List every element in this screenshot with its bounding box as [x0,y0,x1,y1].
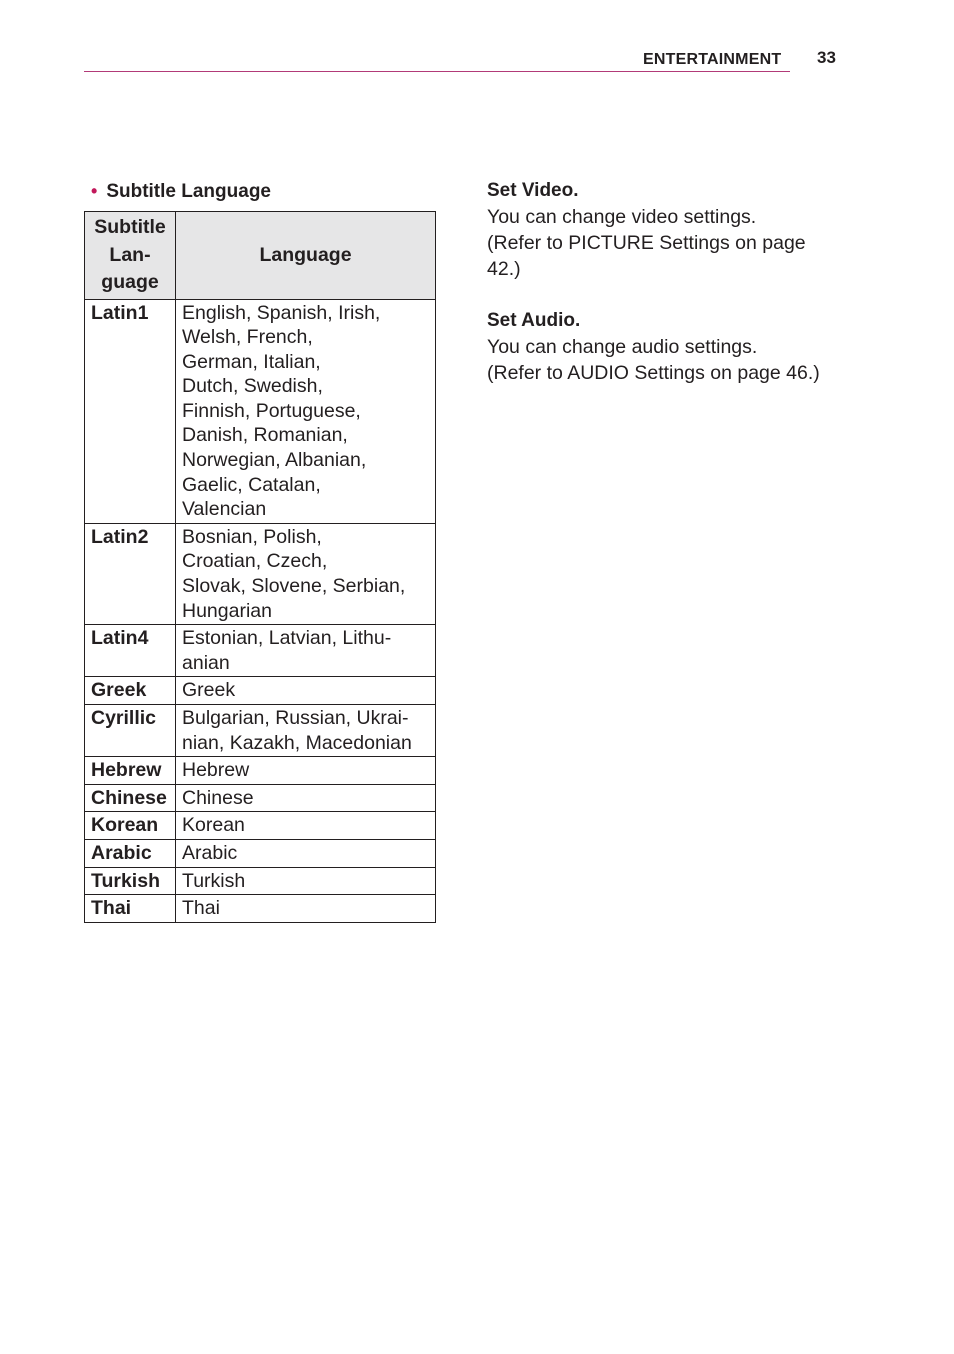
subtitle-language-name: Chinese [85,784,176,812]
table-row [85,757,436,785]
language-list: Greek [176,677,436,705]
table-row [85,705,436,757]
table-row [85,839,436,867]
subtitle-language-name: Turkish [85,867,176,895]
subtitle-language-heading-text: Subtitle Language [106,181,271,202]
bullet-icon: • [91,181,98,201]
subtitle-language-name: Korean [85,812,176,840]
set-video-line: 42.) [487,258,521,280]
table-row [85,812,436,840]
header-divider [84,71,790,72]
set-video-title: Set Video. [487,180,579,201]
set-video-block [487,180,857,282]
subtitle-language-heading [91,180,271,203]
subtitle-language-name: Arabic [85,839,176,867]
table-row [85,784,436,812]
set-audio-line: You can change audio settings. [487,336,758,358]
set-video-line: You can change video settings. [487,206,757,228]
table-body [85,299,436,922]
language-list: Arabic [176,839,436,867]
subtitle-language-name: Latin1 [85,299,176,523]
table-row [85,867,436,895]
page-number: 33 [817,48,836,67]
subtitle-language-table [84,211,436,923]
subtitle-language-name: Hebrew [85,757,176,785]
set-audio-line: (Refer to AUDIO Settings on page 46.) [487,362,820,384]
right-column [487,180,857,414]
table-row [85,677,436,705]
table-row [85,625,436,677]
language-list: Bulgarian, Russian, Ukrai- nian, Kazakh, Macedonian [176,705,436,757]
column-header-subtitle-language: Subtitle Lan- guage [85,212,176,300]
set-video-line: (Refer to PICTURE Settings on page [487,232,806,254]
language-list: Bosnian, Polish, Croatian, Czech, Slovak, Slovene, Serbian, Hungarian [176,523,436,624]
subtitle-language-name: Thai [85,895,176,923]
language-list: Estonian, Latvian, Lithu- anian [176,625,436,677]
set-audio-block [487,310,857,386]
language-list: Chinese [176,784,436,812]
set-audio-title: Set Audio. [487,310,581,331]
subtitle-language-name: Latin4 [85,625,176,677]
language-list: Korean [176,812,436,840]
column-header-language: Language [176,212,436,300]
subtitle-language-name: Greek [85,677,176,705]
language-list: Thai [176,895,436,923]
language-list: English, Spanish, Irish, Welsh, French, German, Italian, Dutch, Swedish, Finnish, Portuguese, Danish, Romanian, Norwegian, Albanian, Gaelic, Catalan, Valencian [176,299,436,523]
table-row [85,895,436,923]
language-list: Hebrew [176,757,436,785]
section-title: ENTERTAINMENT [643,51,782,68]
subtitle-language-name: Cyrillic [85,705,176,757]
language-list: Turkish [176,867,436,895]
table-row [85,299,436,523]
table-header-row [85,212,436,300]
table-row [85,523,436,624]
subtitle-language-name: Latin2 [85,523,176,624]
